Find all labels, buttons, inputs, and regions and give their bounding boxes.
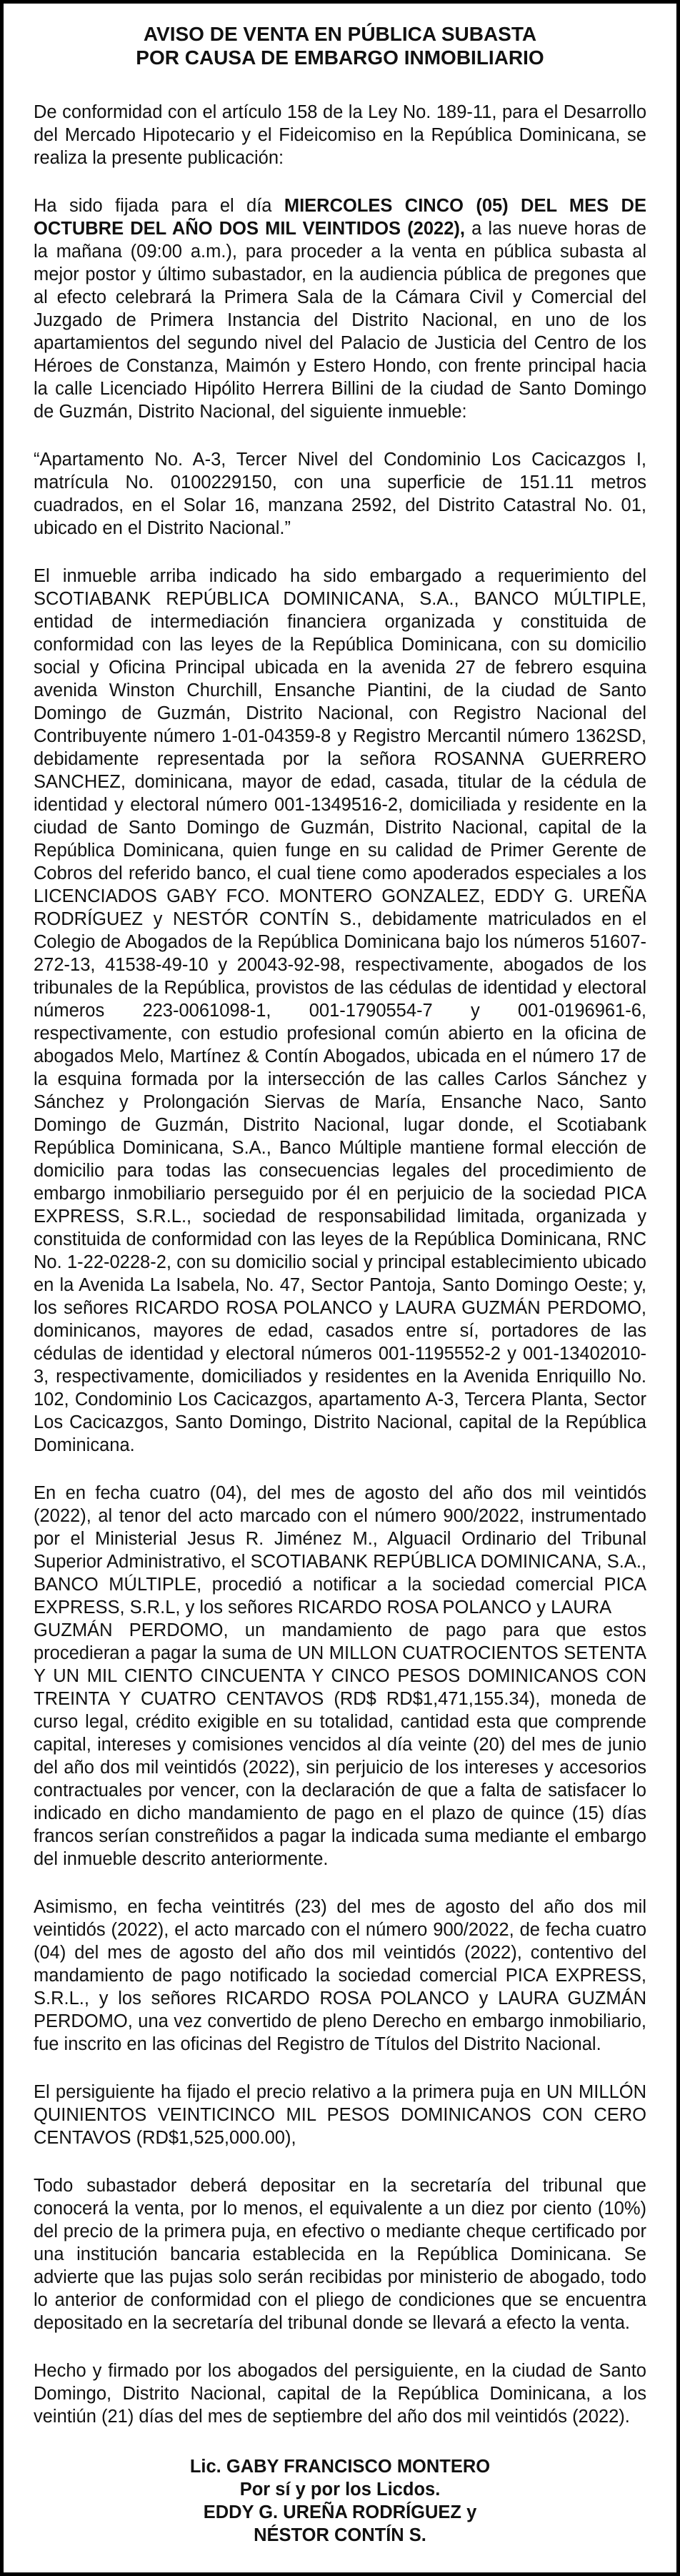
- notification-text-2: GUZMÁN PERDOMO, un mandamiento de pago para que estos procedieran a pagar la suma de UN MILLON CUATROCIENTOS SETENTA Y UN MIL CIENTO CINCUENTA Y CINCO PESOS DOMINICANOS CON TREINTA Y CUATRO CENTAVOS (RD$ RD$1,471,155.34), moneda de curso legal, crédito exigible en su totalidad, cantidad esta que comprende capital, intereses y comisiones vencidos al día veinte (20) del mes de junio del año dos mil veintidós (2022), sin perjuicio de los intereses y accesorios contractuales por vencer, con la declaración de que a falta de satisfacer lo indicado en dicho mandamiento de pago en el plazo de quince (15) días francos serían constreñidos a pagar la indicada suma mediante el embargo del inmueble descrito anteriormente.: [34, 1620, 646, 1869]
- hearing-text-before: Ha sido fijada para el día: [34, 196, 284, 216]
- hearing-date: MIERCOLES CINCO (05) DEL MES DE OCTUBRE DEL AÑO DOS MIL VEINTIDOS (2022),: [34, 196, 646, 239]
- deposit-paragraph: Todo subastador deberá depositar en la secretaría del tribunal que conocerá la venta, por lo menos, el equivalente a un diez por ciento (10%) del precio de la primera puja, en efectivo o mediante cheque certificado por una institución bancaria establecida en la República Dominicana. Se advierte que las pujas solo serán recibidas por ministerio de abogado, todo lo anterior de conformidad con el pliego de condiciones que se encuentra depositado en la secretaría del tribunal donde se llevará a efecto la venta.: [34, 2176, 646, 2333]
- property-description: “Apartamento No. A-3, Tercer Nivel del Condominio Los Cacicazgos I, matrícula No. 0100229150, con una superficie de 151.11 metros cuadrados, en el Solar 16, manzana 2592, del Distrito Catastral No. 01, ubicado en el Distrito Nacional.”: [34, 450, 646, 538]
- hearing-text-after: a las nueve horas de la mañana (09:00 a.m.), para proceder a la venta en pública subasta al mejor postor y último subastador, en la audiencia pública de pregones que al efecto celebrará la Primera Sala de la Cámara Civil y Comercial del Juzgado de Primera Instancia del Distrito Nacional, en uno de los apartamientos del segundo nivel del Palacio de Justicia del Centro de los Héroes de Constanza, Maimón y Estero Hondo, con frente principal hacia la calle Licenciado Hipólito Herrera Billini de la ciudad de Santo Domingo de Guzmán, Distrito Nacional, del siguiente inmueble:: [34, 219, 646, 422]
- title-line-2: POR CAUSA DE EMBARGO INMOBILIARIO: [136, 46, 544, 69]
- title-line-1: AVISO DE VENTA EN PÚBLICA SUBASTA: [143, 23, 537, 45]
- price-paragraph: El persiguiente ha fijado el precio relativo a la primera puja en UN MILLÓN QUINIENTOS VEINTICINCO MIL PESOS DOMINICANOS CON CERO CENTAVOS (RD$1,525,000.00),: [34, 2082, 646, 2148]
- notice-title: [34, 22, 646, 69]
- notification-text-1: En en fecha cuatro (04), del mes de agosto del año dos mil veintidós (2022), al tenor del acto marcado con el número 900/2022, instrumentado por el Ministerial Jesus R. Jiménez M., Alguacil Ordinario del Tribunal Superior Administrativo, el SCOTIABANK REPÚBLICA DOMINICANA, S.A., BANCO MÚLTIPLE, procedió a notificar a la sociedad comercial PICA EXPRESS, S.R.L, y los señores RICARDO ROSA POLANCO y LAURA: [34, 1483, 646, 1618]
- signed-paragraph: Hecho y firmado por los abogados del persiguiente, en la ciudad de Santo Domingo, Distrito Nacional, capital de la República Dominicana, a los veintiún (21) días del mes de septiembre del año dos mil veintidós (2022).: [34, 2361, 646, 2427]
- signature-line-1: Lic. GABY FRANCISCO MONTERO: [189, 2457, 491, 2477]
- signature-line-2: Por sí y por los Licdos.: [239, 2480, 441, 2500]
- signature-line-3: EDDY G. UREÑA RODRÍGUEZ y: [203, 2502, 477, 2522]
- notification-paragraph: [34, 1482, 646, 1871]
- intro-paragraph: De conformidad con el artículo 158 de la Ley No. 189-11, para el Desarrollo del Mercado Hipotecario y el Fideicomiso en la República Dominicana, se realiza la presente publicación:: [34, 102, 646, 168]
- seizure-paragraph: El inmueble arriba indicado ha sido embargado a requerimiento del SCOTIABANK REPÚBLICA DOMINICANA, S.A., BANCO MÚLTIPLE, entidad de intermediación financiera organizada y constituida de conformidad con las leyes de la República Dominicana, con su domicilio social y Oficina Principal ubicada en la avenida 27 de febrero esquina avenida Winston Churchill, Ensanche Piantini, de la ciudad de Santo Domingo de Guzmán, Distrito Nacional, con Registro Nacional del Contribuyente número 1-01-04359-8 y Registro Mercantil número 1362SD, debidamente representada por la señora ROSANNA GUERRERO SANCHEZ, dominicana, mayor de edad, casada, titular de la cédula de identidad y electoral número 001-1349516-2, domiciliada y residente en la ciudad de Santo Domingo de Guzmán, Distrito Nacional, capital de la República Dominicana, quien funge en su calidad de Primer Gerente de Cobros del referido banco, el cual tiene como apoderados especiales a los LICENCIADOS GABY FCO. MONTERO GONZALEZ, EDDY G. UREÑA RODRÍGUEZ y NESTÓR CONTÍN S., debidamente matriculados en el Colegio de Abogados de la República Dominicana bajo los números 51607-272-13, 41538-49-10 y 20043-92-98, respectivamente, abogados de los tribunales de la República, provistos de las cédulas de identidad y electoral números 223-0061098-1, 001-1790554-7 y 001-0196961-6, respectivamente, con estudio profesional común abierto en la oficina de abogados Melo, Martínez & Contín Abogados, ubicada en el número 17 de la esquina formada por la intersección de las calles Carlos Sánchez y Sánchez y Prolongación Siervas de María, Ensanche Naco, Santo Domingo de Guzmán, Distrito Nacional, lugar donde, el Scotiabank República Dominicana, S.A., Banco Múltiple mantiene formal elección de domicilio para todas las consecuencias legales del procedimiento de embargo inmobiliario perseguido por él en perjuicio de la sociedad PICA EXPRESS, S.R.L., sociedad de responsabilidad limitada, organizada y constituida de conformidad con las leyes de la República Dominicana, RNC No. 1-22-0228-2, con su domicilio social y principal establecimiento ubicado en la Avenida La Isabela, No. 47, Sector Pantoja, Santo Domingo Oeste; y, los señores RICARDO ROSA POLANCO y LAURA GUZMÁN PERDOMO, dominicanos, mayores de edad, casados entre sí, portadores de las cédulas de identidad y electoral números 001-1195552-2 y 001-13402010-3, respectivamente, domiciliados y residentes en la Avenida Enriquillo No. 102, Condominio Los Cacicazgos, apartamento A-3, Tercera Planta, Sector Los Cacicazgos, Santo Domingo, Distrito Nacional, capital de la República Dominicana.: [34, 566, 646, 1455]
- signature-line-4: NÉSTOR CONTÍN S.: [254, 2525, 426, 2545]
- hearing-paragraph: [34, 194, 646, 423]
- signature-block: [34, 2455, 646, 2547]
- registration-paragraph: Asimismo, en fecha veintitrés (23) del mes de agosto del año dos mil veintidós (2022), el acto marcado con el número 900/2022, de fecha cuatro (04) del mes de agosto del año dos mil veintidós (2022), contentivo del mandamiento de pago notificado la sociedad comercial PICA EXPRESS, S.R.L., y los señores RICARDO ROSA POLANCO y LAURA GUZMÁN PERDOMO, una vez convertido de pleno Derecho en embargo inmobiliario, fue inscrito en las oficinas del Registro de Títulos del Distrito Nacional.: [34, 1897, 646, 2054]
